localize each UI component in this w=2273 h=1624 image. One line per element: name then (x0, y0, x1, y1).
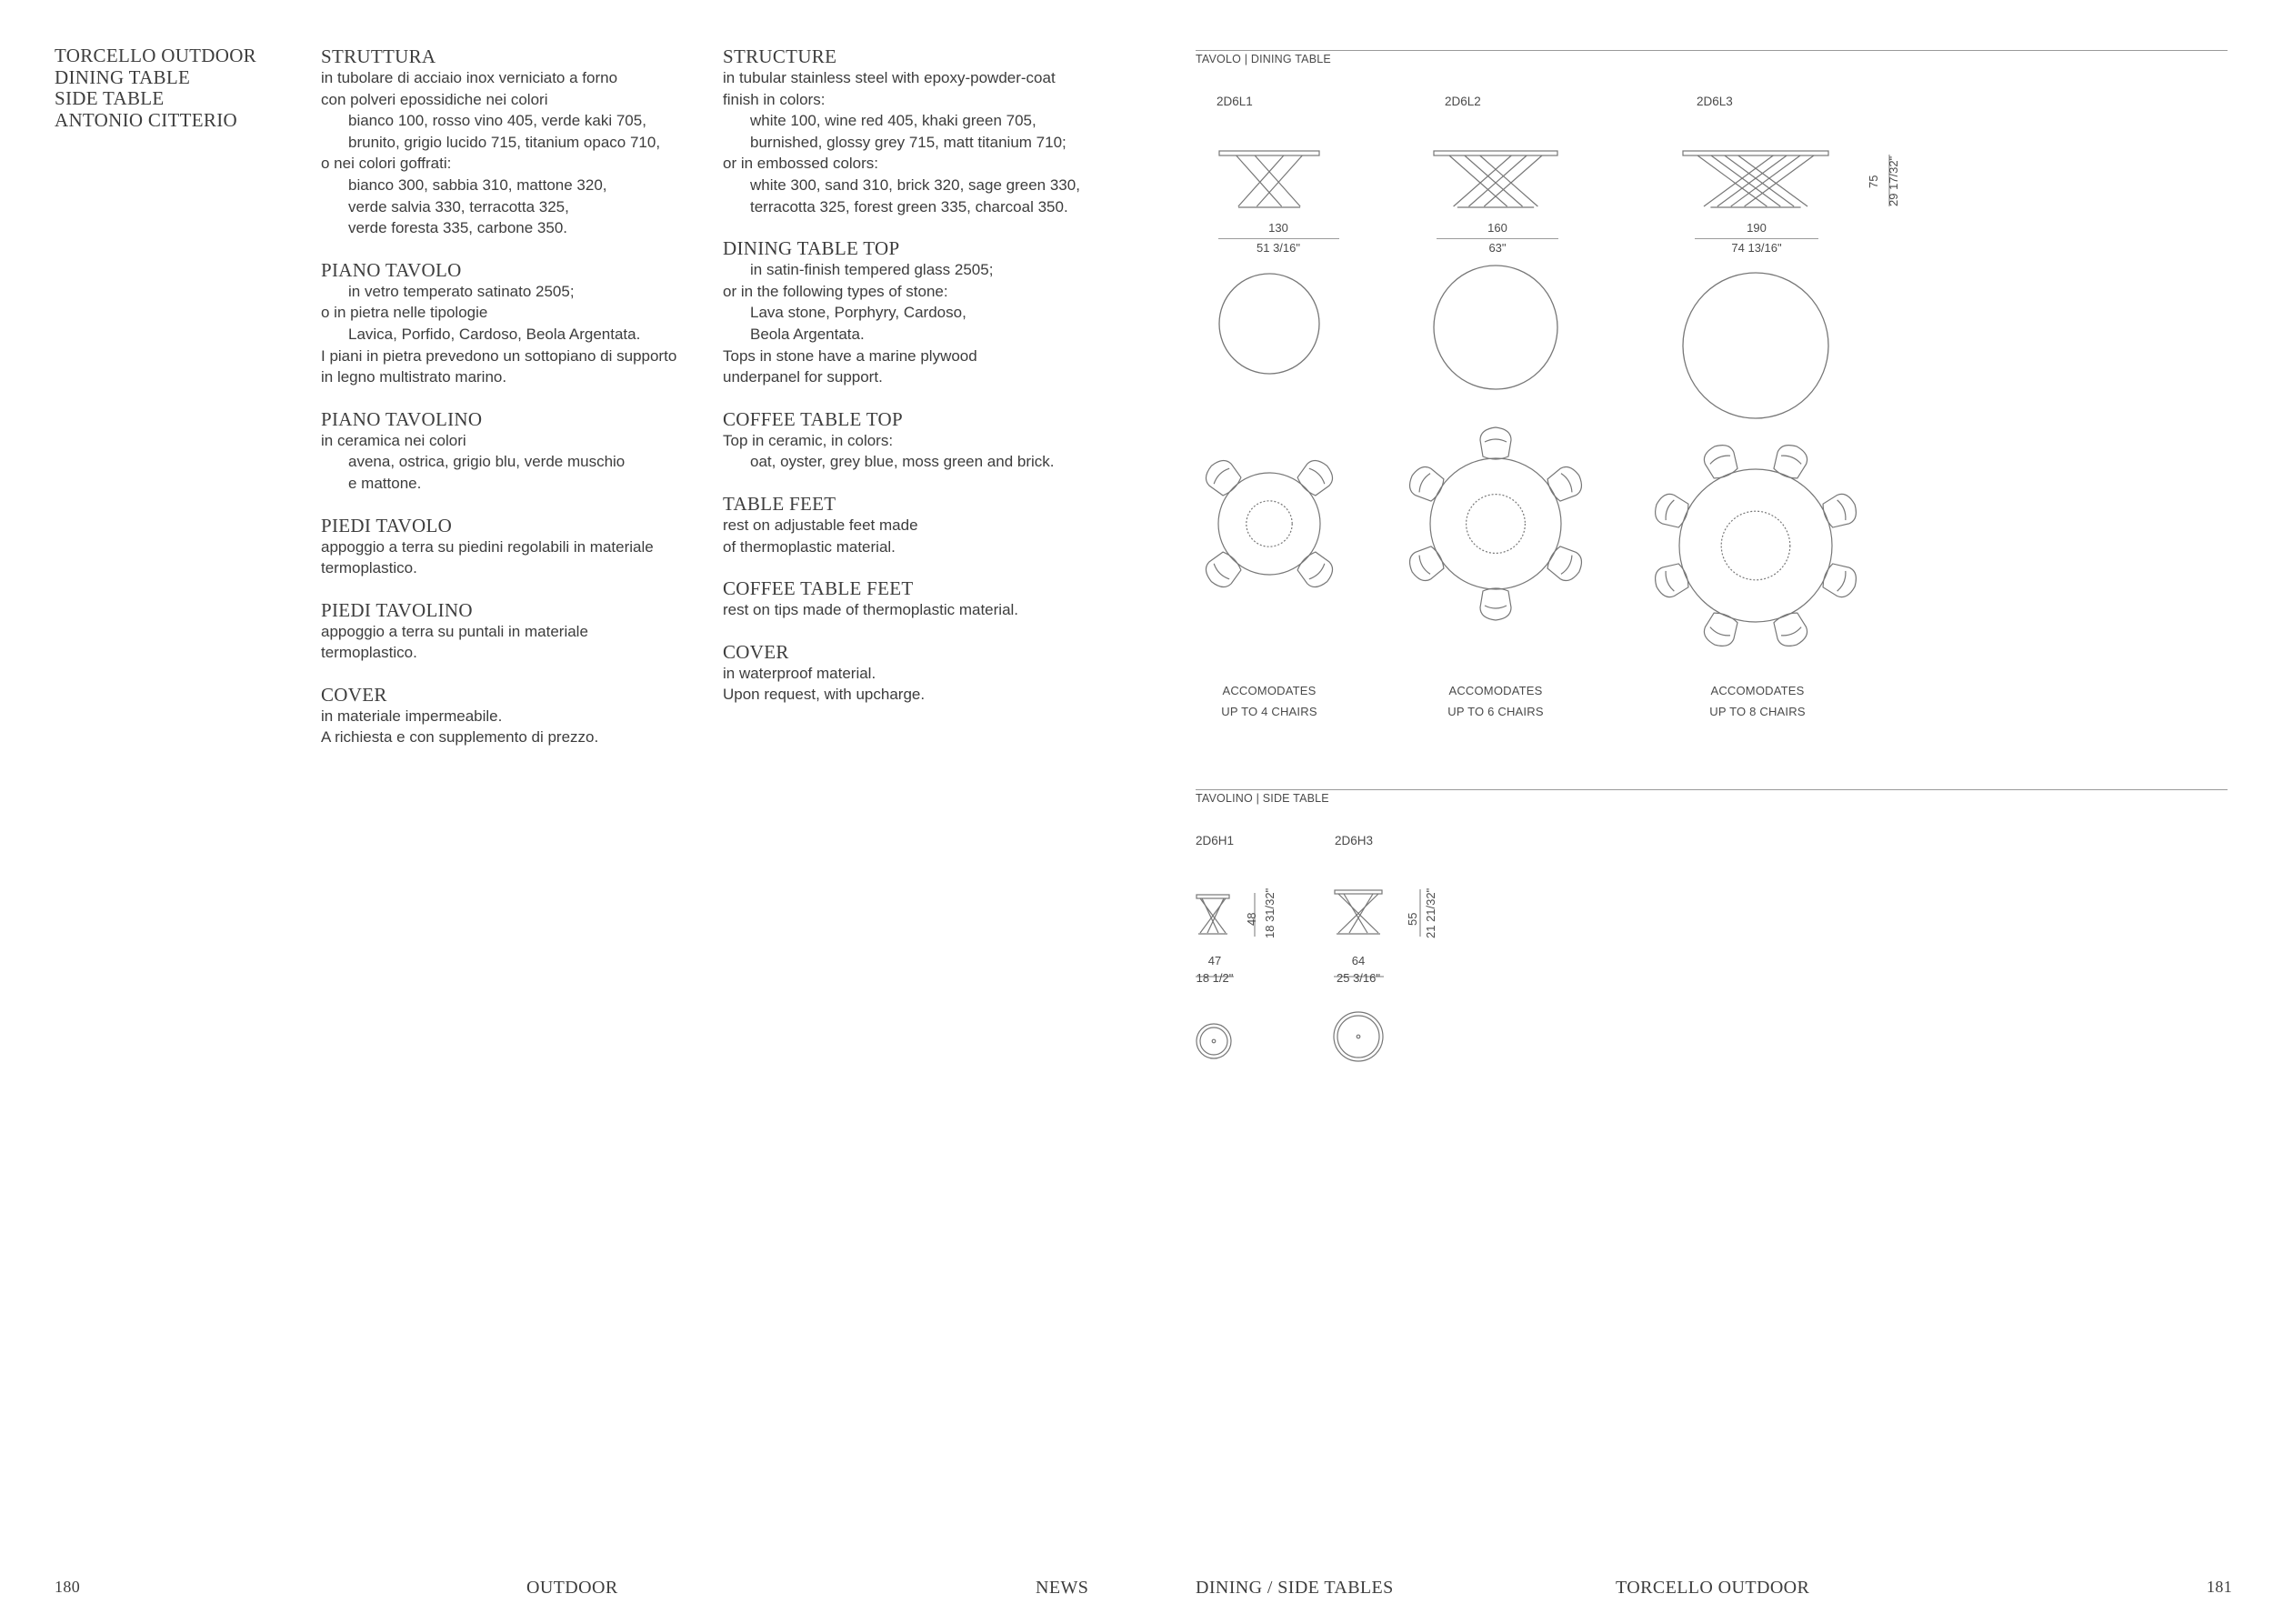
chair-layout-6 (1405, 427, 1587, 620)
footer-product: TORCELLO OUTDOOR (1616, 1578, 1810, 1598)
dining-width-cm-2: 160 (1487, 221, 1507, 235)
side-elevation-1 (1197, 895, 1229, 934)
spec-line: oat, oyster, grey blue, moss green and brick. (750, 453, 1055, 471)
spec-heading: PIEDI TAVOLO (321, 514, 453, 536)
leg-tube (1697, 155, 1767, 206)
spec-line: terracotta 325, forest green 335, charcoal 350. (750, 197, 1068, 216)
spec-line: of thermoplastic material. (723, 537, 896, 556)
spec-line: or in the following types of stone: (723, 282, 948, 300)
dining-code-1: 2D6L1 (1217, 95, 1253, 108)
footer-section-dining: DINING / SIDE TABLES (1196, 1578, 1394, 1598)
leg-tube (1237, 155, 1282, 206)
spec-line: bianco 100, rosso vino 405, verde kaki 705, (348, 112, 646, 130)
side-height-in-1: 18 31/32" (1263, 887, 1277, 938)
chair (1544, 543, 1587, 586)
spec-line: appoggio a terra su piedini regolabili in materiale (321, 537, 654, 556)
spec-line: in legno multistrato marino. (321, 368, 507, 386)
spec-section (723, 641, 1105, 706)
chair (1200, 455, 1245, 499)
spec-line: rest on tips made of thermoplastic material. (723, 601, 1019, 619)
spec-line: Tops in stone have a marine plywood (723, 346, 977, 365)
side-code-2: 2D6H3 (1335, 834, 1374, 847)
spec-line: I piani in pietra prevedono un sottopiano di supporto (321, 346, 677, 365)
capacity-line-1: ACCOMODATES (1448, 684, 1543, 697)
chair (1480, 427, 1511, 459)
side-code-1: 2D6H1 (1196, 834, 1235, 847)
chair (1294, 455, 1338, 499)
spec-section (321, 45, 703, 239)
capacity-line-1: ACCOMODATES (1222, 684, 1317, 697)
chair (1650, 560, 1691, 601)
capacity-line-1: ACCOMODATES (1710, 684, 1805, 697)
dining-elevation-3 (1683, 151, 1828, 207)
dining-dim-rule-1 (1218, 238, 1339, 239)
dining-elevation-1 (1219, 151, 1319, 207)
spec-line: in waterproof material. (723, 664, 876, 682)
side-width-in-1: 18 1/2" (1196, 971, 1234, 985)
chair-layout-8 (1650, 440, 1860, 650)
side-width-cm-1: 47 (1207, 954, 1222, 967)
spec-line: in tubular stainless steel with epoxy-powder-coat (723, 69, 1056, 86)
spec-heading: PIANO TAVOLINO (321, 407, 483, 430)
base-outline (1467, 495, 1526, 554)
spec-heading: COFFEE TABLE TOP (723, 407, 903, 430)
spec-line: Lava stone, Porphyry, Cardoso, (750, 304, 966, 322)
dining-top-plan-1 (1219, 274, 1319, 374)
dining-top-plan-3 (1683, 273, 1828, 418)
spec-section (723, 577, 1105, 621)
spec-line: appoggio a terra su puntali in materiale (321, 622, 588, 640)
dining-width-cm-1: 130 (1268, 221, 1288, 235)
capacity-caption-3 (1685, 680, 1830, 722)
footer-section-outdoor: OUTDOOR (526, 1578, 618, 1598)
leg-tube (1731, 155, 1800, 206)
dining-plans (1182, 264, 1909, 655)
spec-heading: STRUCTURE (723, 45, 837, 67)
spec-line: Top in ceramic, in colors: (723, 431, 894, 449)
dining-dim-rule-2 (1437, 238, 1558, 239)
spec-heading: DINING TABLE TOP (723, 237, 900, 260)
capacity-line-2: UP TO 4 CHAIRS (1221, 705, 1317, 718)
table-top-outline (1679, 469, 1832, 622)
chair (1480, 588, 1511, 620)
dining-section-label: TAVOLO | DINING TABLE (1196, 53, 1331, 65)
designer-name: ANTONIO CITTERIO (55, 108, 237, 131)
chair-layout-4 (1200, 455, 1337, 592)
side-height-cm-2: 55 (1406, 912, 1419, 926)
dining-width-in-3: 74 13/16" (1731, 241, 1782, 255)
side-elevation-2 (1335, 890, 1382, 934)
chair (1819, 490, 1860, 531)
spec-section (321, 515, 703, 579)
spec-line: Lavica, Porfido, Cardoso, Beola Argentata. (348, 325, 641, 343)
chair (1294, 548, 1338, 593)
spec-section (321, 684, 703, 748)
spec-line: verde foresta 335, carbone 350. (348, 219, 567, 237)
side-width-cm-2: 64 (1351, 954, 1366, 967)
leg-tube (1745, 155, 1814, 206)
english-spec-column (723, 45, 1105, 726)
leg-tube (1711, 155, 1780, 206)
spec-line: avena, ostrica, grigio blu, verde muschio (348, 453, 626, 471)
spec-line: bianco 300, sabbia 310, mattone 320, (348, 175, 607, 194)
chair (1544, 462, 1587, 505)
spec-line: con polveri epossidiche nei colori (321, 90, 548, 108)
spec-line: white 300, sand 310, brick 320, sage green 330, (750, 175, 1080, 194)
dining-elevation-2 (1434, 151, 1557, 207)
side-plan-1 (1197, 1024, 1231, 1058)
chair (1819, 560, 1860, 601)
spec-heading: PIEDI TAVOLINO (321, 598, 473, 621)
side-section-rule (1196, 789, 2228, 790)
spec-heading: STRUTTURA (321, 45, 436, 67)
spec-heading: COVER (321, 683, 387, 706)
product-name: TORCELLO OUTDOOR (55, 45, 256, 66)
capacity-caption-1 (1197, 680, 1342, 722)
chair (1405, 543, 1447, 586)
leg-tube (1480, 155, 1538, 206)
spec-section (723, 493, 1105, 557)
spec-line: white 100, wine red 405, khaki green 705, (750, 112, 1036, 130)
chair (1770, 440, 1811, 481)
spec-section (723, 45, 1105, 217)
leg-tube (1717, 155, 1787, 206)
spec-section (723, 408, 1105, 473)
product-title-block (55, 45, 291, 131)
dining-height-in: 29 17/32" (1887, 155, 1900, 206)
italian-spec-column (321, 45, 703, 768)
dining-top-plan-2 (1434, 266, 1557, 389)
spec-heading: COVER (723, 640, 789, 663)
spec-line: in materiale impermeabile. (321, 707, 503, 725)
product-type-dining: DINING TABLE (55, 65, 191, 88)
spec-heading: PIANO TAVOLO (321, 258, 462, 281)
spec-section (321, 408, 703, 495)
dining-section-rule (1196, 50, 2228, 51)
spec-line: finish in colors: (723, 90, 826, 108)
dining-code-3: 2D6L3 (1697, 95, 1733, 108)
spec-line: e mattone. (348, 474, 422, 492)
leg-tube (1257, 155, 1302, 206)
spec-line: underpanel for support. (723, 368, 883, 386)
spec-section (321, 259, 703, 388)
chair (1700, 440, 1741, 481)
dining-width-cm-3: 190 (1747, 221, 1767, 235)
table-top-outline (1430, 458, 1561, 589)
product-type-side: SIDE TABLE (55, 87, 165, 109)
dining-code-2: 2D6L2 (1445, 95, 1481, 108)
dining-height-cm: 75 (1867, 175, 1880, 188)
spec-section (321, 599, 703, 664)
spec-line: in satin-finish tempered glass 2505; (750, 261, 994, 279)
chair (1200, 548, 1245, 593)
chair (1770, 609, 1811, 650)
spec-heading: TABLE FEET (723, 492, 836, 515)
spec-section (723, 237, 1105, 388)
spec-line: A richiesta e con supplemento di prezzo. (321, 728, 599, 747)
page-number-left: 180 (55, 1578, 81, 1596)
side-width-in-2: 25 3/16" (1337, 971, 1380, 985)
chair (1650, 490, 1691, 531)
spec-line: Upon request, with upcharge. (723, 686, 926, 704)
spec-line: rest on adjustable feet made (723, 516, 918, 534)
table-top-edge (1219, 151, 1319, 155)
chair (1700, 609, 1741, 650)
spec-line: verde salvia 330, terracotta 325, (348, 197, 569, 216)
leg-tube (1738, 155, 1807, 206)
chair (1405, 462, 1447, 505)
table-top-edge (1434, 151, 1557, 155)
page-number-right: 181 (2207, 1578, 2233, 1596)
leg-tube (1454, 155, 1512, 206)
spec-line: o nei colori goffrati: (321, 155, 452, 173)
base-outline (1721, 511, 1790, 580)
spec-line: in tubolare di acciaio inox verniciato a forno (321, 69, 618, 86)
dining-elevations (1182, 136, 1909, 218)
leg-tube (1725, 155, 1794, 206)
dining-width-in-1: 51 3/16" (1257, 241, 1300, 255)
spec-line: burnished, glossy grey 715, matt titanium 710; (750, 133, 1066, 151)
spec-line: termoplastico. (321, 559, 417, 577)
spec-heading: COFFEE TABLE FEET (723, 577, 914, 600)
leg-tube (1704, 155, 1773, 206)
capacity-caption-2 (1423, 680, 1568, 722)
dining-dim-rule-3 (1695, 238, 1818, 239)
side-section-label: TAVOLINO | SIDE TABLE (1196, 792, 1329, 805)
base-outline (1247, 501, 1292, 546)
spec-line: brunito, grigio lucido 715, titanium opaco 710, (348, 133, 661, 151)
footer-news: NEWS (1036, 1578, 1089, 1598)
spec-line: in ceramica nei colori (321, 431, 466, 449)
spec-line: or in embossed colors: (723, 155, 879, 173)
side-height-cm-1: 48 (1245, 912, 1258, 926)
spec-line: in vetro temperato satinato 2505; (348, 282, 575, 300)
table-top-edge (1683, 151, 1828, 155)
capacity-line-2: UP TO 6 CHAIRS (1447, 705, 1544, 718)
capacity-line-2: UP TO 8 CHAIRS (1709, 705, 1806, 718)
dining-width-in-2: 63" (1488, 241, 1507, 255)
side-height-in-2: 21 21/32" (1424, 887, 1437, 938)
spec-line: Beola Argentata. (750, 325, 865, 343)
spec-line: o in pietra nelle tipologie (321, 304, 488, 322)
side-plan-2 (1334, 1012, 1383, 1061)
spec-line: termoplastico. (321, 644, 417, 662)
